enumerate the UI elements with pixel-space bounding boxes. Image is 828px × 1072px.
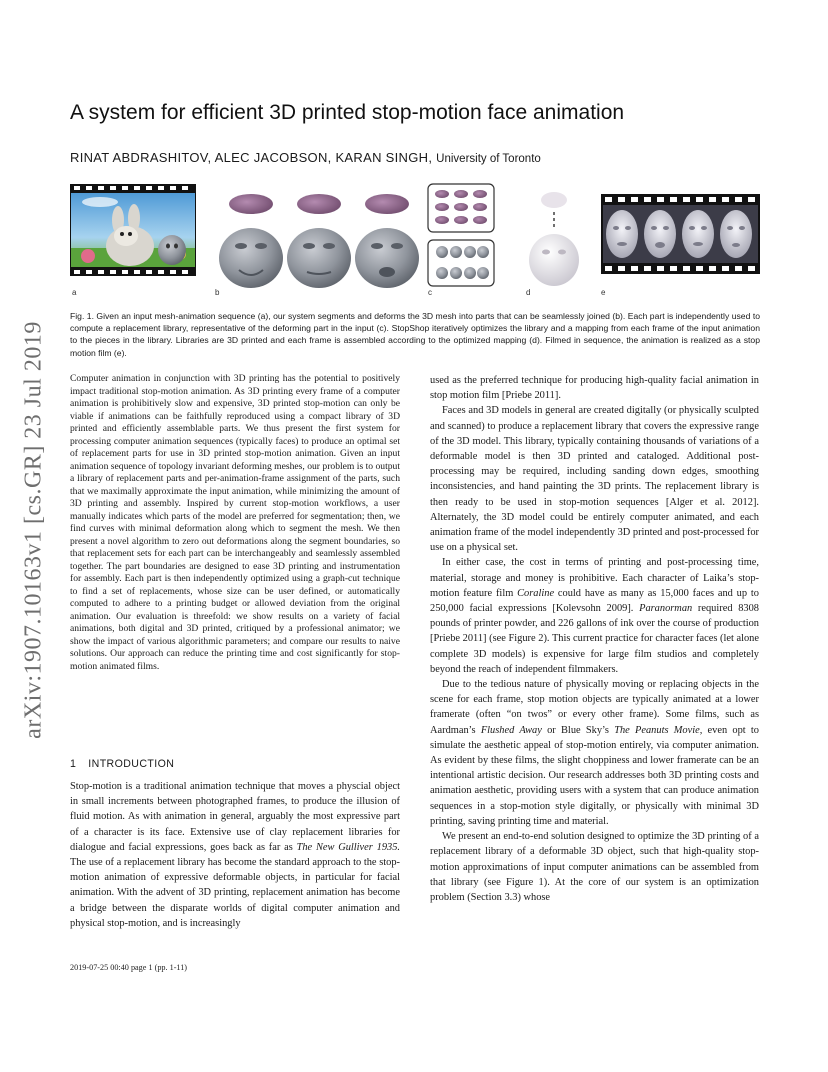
page-footer: 2019-07-25 00:40 page 1 (pp. 1-11) bbox=[70, 963, 188, 972]
section-heading bbox=[70, 758, 400, 770]
panel-label-c: c bbox=[428, 288, 432, 297]
panel-d-assembled-print bbox=[529, 192, 579, 286]
panel-a-film-still bbox=[70, 184, 196, 276]
intro-paragraph-left bbox=[70, 779, 400, 931]
panel-label-a: a bbox=[72, 288, 77, 297]
framerate-text-1: Due to the tedious nature of physically moving or replacing objects in the scene for each frame, stop motion objects are typically animated at a lower framerate (often “on twos” or every other frame). Some films, such as Aardman’s bbox=[430, 679, 759, 736]
teaser-figure bbox=[70, 180, 760, 302]
right-column bbox=[430, 373, 759, 905]
panel-label-e: e bbox=[601, 288, 606, 297]
framerate-text-2: or Blue Sky’s bbox=[541, 724, 615, 736]
film-title-peanuts-movie: The Peanuts Movie, bbox=[614, 724, 703, 736]
intro-text-1: Stop-motion is a traditional animation technique that moves a physcial object in small increments between photographed frames, to produce the illusion of fluid motion. As with animation in general, arguably the most expressive part of a character is its face. Extensive use of clay replacement libraries for dialogue and facial expressions, goes back as far as bbox=[70, 781, 400, 853]
panel-e-film-strip bbox=[601, 194, 760, 274]
film-title-paranorman: Paranorman bbox=[639, 603, 693, 615]
panel-label-b: b bbox=[215, 288, 220, 297]
paper-title: A system for efficient 3D printed stop-motion face animation bbox=[70, 101, 625, 124]
section-number: 1 bbox=[70, 758, 77, 770]
cost-text-2: could have as many as 15,000 faces and up to 250,000 facial expressions [Kolevsohn 2009]. bbox=[430, 587, 759, 615]
cost-text-1: In either case, the cost in terms of printing and post-processing time, material, storage and money is prohibitive. Each character of Laika’s stop-motion feature film bbox=[430, 557, 759, 599]
author-line bbox=[70, 150, 770, 165]
panel-c-replacement-libraries bbox=[428, 184, 494, 286]
paragraph-replacement-library: Faces and 3D models in general are created digitally (or physically sculpted and scanned) to produce a replacement library that covers the expressive range of the 3D model. This library, typically containing thousands of variations of a deformable model is then 3D printed and cataloged. Additional post-processing may be required, including sanding down edges, smoothing inconsistencies, and hand painting the 3D prints. The replacement library is then ready to be used in stop-motion sequences [Alger et al. 2012]. Alternately, the 3D model could be entirely computer animated, and each animation frame of the model independently 3D printed and post-processed for use on a physical set. bbox=[430, 405, 759, 554]
cost-text-3: required 8308 pounds of printer powder, and 226 gallons of ink over the course of production [Priebe 2011] (see Figure 2). This current practice for character faces (let alone complete 3D models) is expensive for large film studios and completely beyond the reach of independent filmmakers. bbox=[430, 603, 759, 675]
paragraph-framerate bbox=[430, 677, 759, 829]
film-title-new-gulliver: The New Gulliver 1935. bbox=[296, 841, 400, 853]
paragraph-cost bbox=[430, 555, 759, 677]
figure-caption: Fig. 1. Given an input mesh-animation sequence (a), our system segments and deforms the 3D mesh into parts that can be seamlessly joined (b). Each part is independently used to compute a replacement library, representative of the deforming part in the input (c). StopShop iteratively optimizes the library and a mapping from each frame of the input animation to the pieces in the library. Libraries are 3D printed and each frame is assembled according to the optimized mapping (d). Filmed in sequence, the animation is realized as a stop motion film (e). bbox=[70, 311, 760, 358]
intro-text-2: The use of a replacement library has become the standard approach to the stop-motion animation of expressive deformable objects, in particular for facial animation. With the advent of 3D printing, replacement animation has become a bridge between the disparate worlds of digital computer animation and physical stop-motion, and is increasingly bbox=[70, 857, 400, 929]
panel-b-segmented-meshes bbox=[219, 194, 419, 288]
teaser-figure-image bbox=[70, 180, 760, 302]
paragraph-continued: used as the preferred technique for producing high-quality facial animation in stop motion film [Priebe 2011]. bbox=[430, 375, 759, 402]
arxiv-identifier: arXiv:1907.10163v1 [cs.GR] 23 Jul 2019 bbox=[20, 321, 47, 739]
paragraph-solution: We present an end-to-end solution designed to optimize the 3D printing of a replacement library of a deformable 3D object, such that high-quality stop-motion approximations of input computer animations can be assembled from that library (see Figure 1). At the core of our system is an optimization problem (Section 3.3) whose bbox=[430, 831, 759, 903]
panel-label-d: d bbox=[526, 288, 531, 297]
film-title-flushed-away: Flushed Away bbox=[480, 724, 542, 736]
film-title-coraline: Coraline bbox=[517, 587, 555, 599]
framerate-text-3: even opt to simulate the aesthetic appeal of stop-motion entirely, via computer animation. As evident by these films, the slight choppiness and lower framerate can be an intentional artistic decision. Our research addresses both 3D printing costs and animation aesthetic, providing users with a system that can produce animation sequences in a stop-motion style digitally, or physically with minimal 3D printing, saving printing time and material. bbox=[430, 724, 759, 827]
section-title: INTRODUCTION bbox=[88, 758, 175, 770]
abstract: Computer animation in conjunction with 3D printing has the potential to positively impact traditional stop-motion animation. As 3D printing every frame of a computer animation is prohibitively slow and expensive, 3D printed stop-motion can only be viable if animations can be faithfully reproduced using a compact library of 3D printed and efficiently assemblable parts. We thus present the first system for processing computer animation sequences (typically faces) to produce an optimal set of replacement parts for use in 3D printed stop-motion animation. Given an input animation sequence of topology invariant deforming meshes, our problem is to output a library of replacement parts and per-animation-frame assignment of the parts, such that we maximally approximate the input animation, while minimizing the amount of 3D printing and assembly. Inspired by current stop-motion workflows, a user manually indicates which parts of the model are preferred for segmentation; then, we find curves with minimal deformation along which to segment the mesh. We then present a novel algorithm to zero out deformations along the segment boundaries, so that replacement sets for each part can be interchangeably and seamlessly assembled together. The part boundaries are designed to ease 3D printing and instrumentation for assembly. Each part is then independently optimized using a graph-cut technique to find a set of replacements, whose size can be user defined, or automatically computed to adhere to a printing budget or allowed deviation from the original animation. Our evaluation is threefold: we show results on a variety of facial animations, both digital and 3D printed, critiqued by a professional animator; we show the impact of various algorithmic parameters; and compare our results to naive solutions. Our approach can reduce the printing time and cost significantly for stop-motion animated films. bbox=[70, 373, 400, 672]
arxiv-stamp bbox=[14, 295, 54, 765]
author-names: RINAT ABDRASHITOV, ALEC JACOBSON, KARAN SINGH, bbox=[70, 150, 433, 165]
affiliation: University of Toronto bbox=[436, 153, 541, 165]
